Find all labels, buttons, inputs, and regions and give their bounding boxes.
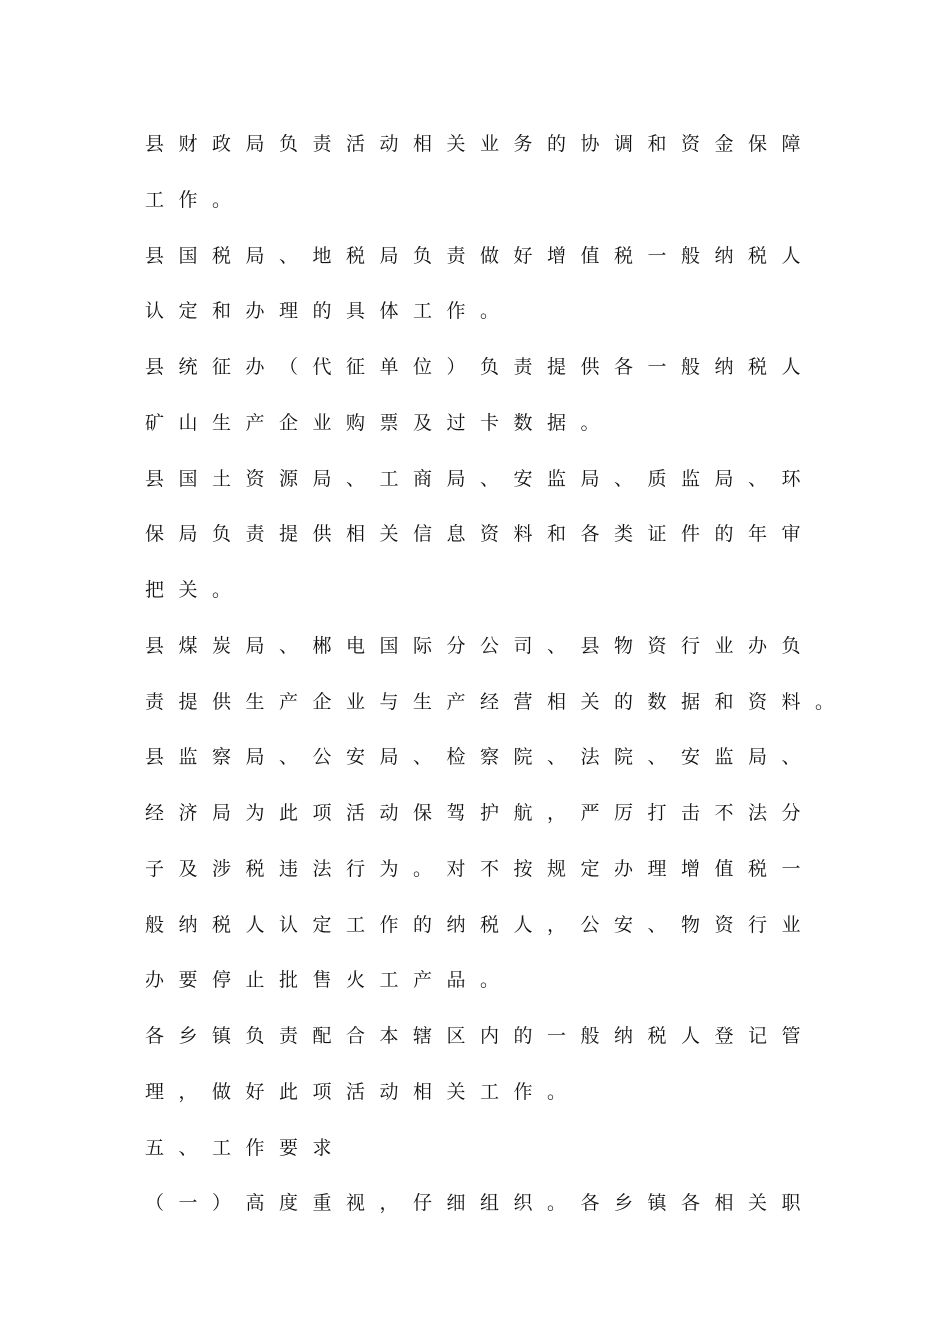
text-line: 理，做好此项活动相关工作。	[145, 1080, 581, 1103]
text-line: 县财政局负责活动相关业务的协调和资金保障	[145, 133, 816, 155]
text-line: 办要停止批售火工产品。	[145, 969, 514, 992]
text-line: 责提供生产企业与生产经营相关的数据和资料。	[145, 690, 849, 713]
text-line: 把关。	[145, 579, 246, 601]
text-line: 子及涉税违法行为。对不按规定办理增值税一	[145, 857, 816, 880]
text-line: 各乡镇负责配合本辖区内的一般纳税人登记管	[145, 1025, 816, 1047]
text-line: 县煤炭局、郴电国际分公司、县物资行业办负	[145, 634, 816, 657]
text-line: 矿山生产企业购票及过卡数据。	[145, 411, 615, 434]
text-line: 县统征办（代征单位）负责提供各一般纳税人	[145, 356, 816, 378]
section-heading: 五、工作要求	[145, 1136, 347, 1159]
text-line: （一）高度重视，仔细组织。各乡镇各相关职	[145, 1192, 816, 1215]
text-line: 般纳税人认定工作的纳税人，公安、物资行业	[145, 913, 816, 936]
text-line: 保局负责提供相关信息资料和各类证件的年审	[145, 523, 816, 546]
body-text	[145, 126, 849, 1241]
text-line: 县国土资源局、工商局、安监局、质监局、环	[145, 467, 816, 490]
text-line: 县国税局、地税局负责做好增值税一般纳税人	[145, 244, 816, 267]
text-line: 经济局为此项活动保驾护航，严厉打击不法分	[145, 802, 816, 824]
text-line: 认定和办理的具体工作。	[145, 300, 514, 323]
text-line: 工作。	[145, 188, 246, 211]
text-line: 县监察局、公安局、检察院、法院、安监局、	[145, 746, 816, 769]
